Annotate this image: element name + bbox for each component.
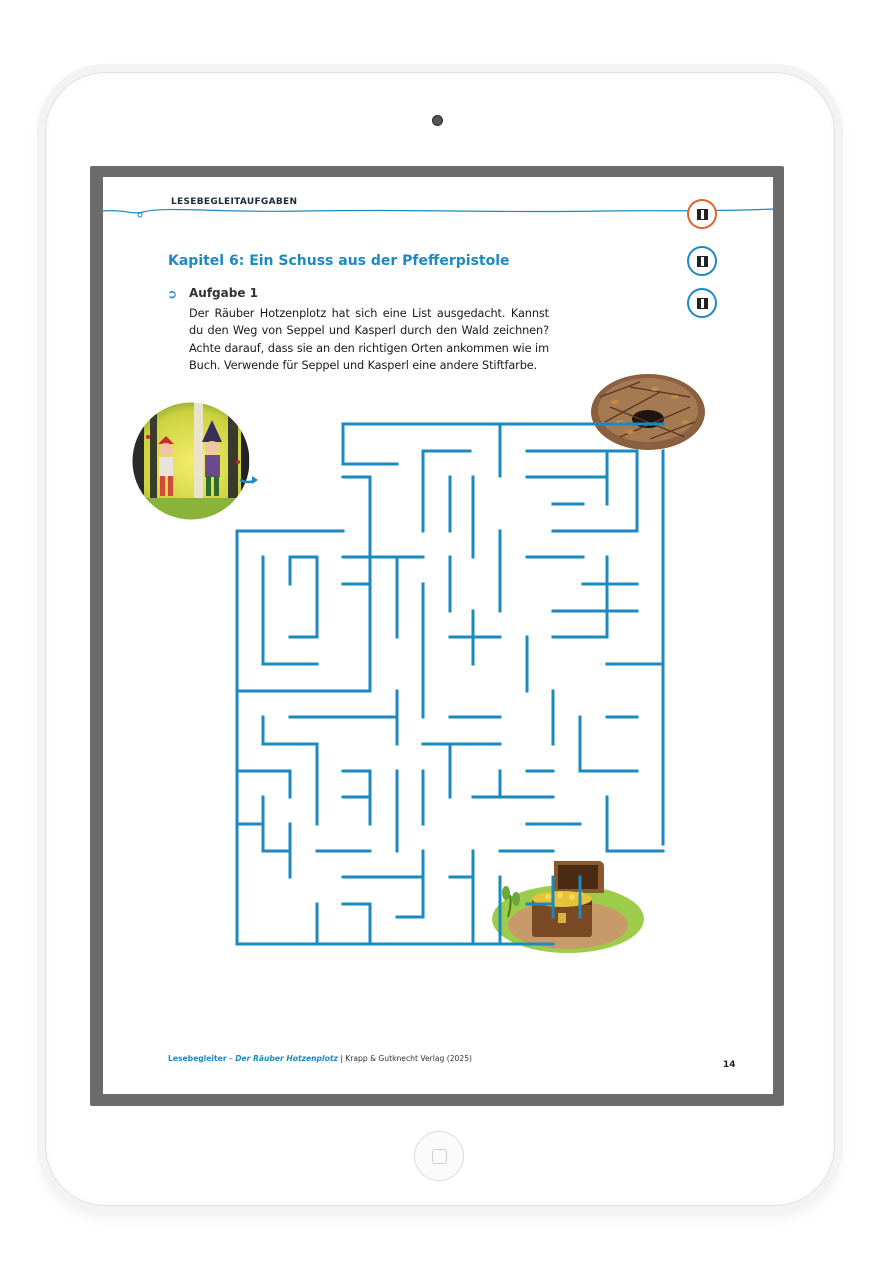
footer-separator: – bbox=[226, 1054, 236, 1063]
maze-grid bbox=[103, 177, 773, 1094]
front-camera bbox=[432, 115, 443, 126]
footer-book-title: Der Räuber Hotzenplotz bbox=[235, 1054, 338, 1063]
footer-brand: Lesebegleiter bbox=[168, 1054, 227, 1063]
task-label: Aufgabe 1 bbox=[189, 286, 258, 300]
home-button[interactable] bbox=[414, 1131, 464, 1181]
header-label: LESEBEGLEITAUFGABEN bbox=[171, 197, 298, 207]
arrow-right-circle-icon: ➲ bbox=[167, 287, 178, 301]
footer-credits bbox=[168, 1054, 472, 1063]
page-number: 14 bbox=[723, 1060, 736, 1070]
task-instructions: Der Räuber Hotzenplotz hat sich eine List ausgedacht. Kannst du den Weg von Seppel und Kasperl durch den Wald zeichnen? Achte darauf, dass sie an den richtigen Orten ankommen wie im Buch. Verwende für Seppel und Kasperl eine andere Stiftfarbe. bbox=[189, 307, 549, 372]
chapter-title: Kapitel 6: Ein Schuss aus der Pfefferpistole bbox=[168, 253, 510, 269]
footer-publisher: | Krapp & Gutknecht Verlag (2025) bbox=[337, 1054, 472, 1063]
worksheet-page bbox=[103, 177, 773, 1094]
